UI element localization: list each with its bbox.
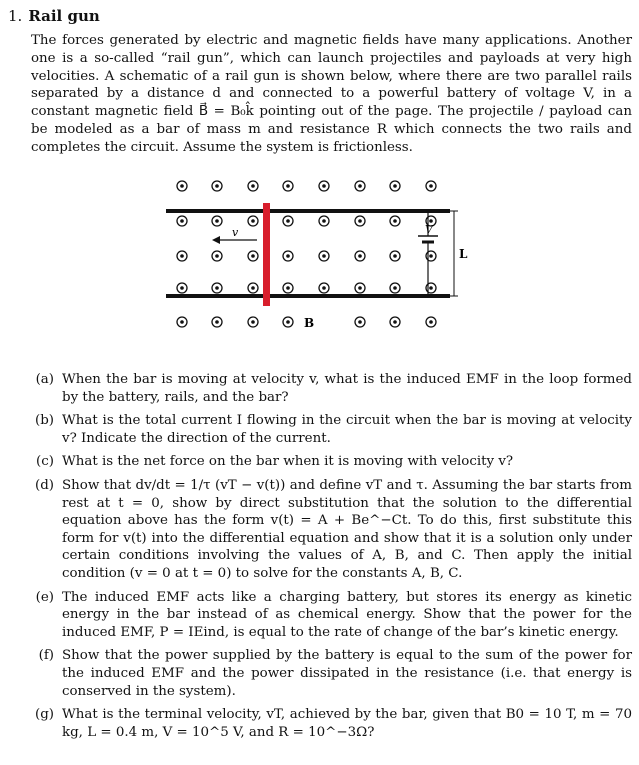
problem-heading xyxy=(8,6,632,26)
part-text: What is the total current I flowing in the circuit when the bar is moving at velocity v? Indicate the direction of the current. xyxy=(62,413,632,446)
field-dot-center xyxy=(286,320,290,324)
field-dot-center xyxy=(322,286,326,290)
problem-intro: The forces generated by electric and magnetic fields have many applications. Another one is a so-called “rail gun”, which can launch projectiles and payloads at very high velocities. A schematic of a rail gun is shown below, where there are two parallel rails separated by a distance d and connected to a powerful battery of voltage V, in a constant magnetic field B⃗ = B₀k̂ pointing out of the page. The projectile / payload can be modeled as a bar of mass m and resistance R which connects the two rails and completes the circuit. Assume the system is frictionless. xyxy=(31,33,632,155)
field-dot-center xyxy=(180,286,184,290)
part-e xyxy=(8,589,632,642)
field-dot-center xyxy=(180,219,184,223)
schematic-svg xyxy=(160,176,490,336)
question-parts xyxy=(8,371,632,747)
part-g xyxy=(8,706,632,741)
field-dot-center xyxy=(215,219,219,223)
field-dot-center xyxy=(393,219,397,223)
part-text: The induced EMF acts like a charging battery, but stores its energy as kinetic energy in the bar instead of as chemical energy. Show that the power for the induced EMF, P = IEind, is equal to the rate of change of the bar’s kinetic energy. xyxy=(62,589,632,640)
part-label: (g) xyxy=(34,707,54,723)
field-dot-center xyxy=(358,320,362,324)
part-label: (f) xyxy=(38,648,54,664)
part-text: When the bar is moving at velocity v, what is the induced EMF in the loop formed by the battery, rails, and the bar? xyxy=(62,372,632,405)
part-f xyxy=(8,647,632,700)
top-rail xyxy=(166,209,450,213)
part-label: (b) xyxy=(34,413,54,429)
part-label: (d) xyxy=(34,477,54,493)
sliding-bar xyxy=(263,203,270,306)
velocity-arrowhead xyxy=(212,236,220,244)
field-dot-center xyxy=(286,184,290,188)
field-dot-center xyxy=(251,320,255,324)
part-label: (a) xyxy=(35,372,54,387)
field-dot-center xyxy=(393,184,397,188)
field-dot-center xyxy=(180,254,184,258)
field-dot-center xyxy=(429,184,433,188)
battery-label: V xyxy=(425,223,433,236)
field-dot-center xyxy=(429,320,433,324)
part-b xyxy=(8,412,632,447)
field-dot-center xyxy=(358,184,362,188)
velocity-label: v xyxy=(232,226,239,239)
part-text: What is the terminal velocity, vT, achieved by the bar, given that B0 = 10 T, m = 70 kg, L = 0.4 m, V = 10^5 V, and R = 10^−3Ω? xyxy=(62,707,632,740)
field-dot-center xyxy=(322,219,326,223)
problem-title: Rail gun xyxy=(28,7,100,25)
bottom-rail xyxy=(166,294,450,298)
field-dot-center xyxy=(286,219,290,223)
field-dot-center xyxy=(393,254,397,258)
field-dot-center xyxy=(215,254,219,258)
part-a xyxy=(8,371,632,406)
field-dot-center xyxy=(251,219,255,223)
field-dot-center xyxy=(358,219,362,223)
field-dot-center xyxy=(286,254,290,258)
part-d xyxy=(8,477,632,583)
field-dot-center xyxy=(251,254,255,258)
field-dot-center xyxy=(286,286,290,290)
part-label: (e) xyxy=(35,589,54,605)
part-text: What is the net force on the bar when it is moving with velocity v? xyxy=(62,454,514,470)
field-dot-center xyxy=(251,286,255,290)
rail-gun-schematic xyxy=(160,176,490,336)
field-dot-center xyxy=(429,286,433,290)
separation-label: L xyxy=(459,247,468,261)
field-dot-center xyxy=(215,184,219,188)
field-dot-center xyxy=(180,320,184,324)
field-dot-center xyxy=(322,254,326,258)
field-dot-center xyxy=(322,184,326,188)
field-dot-center xyxy=(393,286,397,290)
problem-number: 1. xyxy=(8,7,23,25)
field-dot-center xyxy=(215,286,219,290)
field-dot-center xyxy=(358,286,362,290)
problem-1 xyxy=(8,6,632,157)
part-text: Show that dv/dt = 1/τ (vT − v(t)) and define vT and τ. Assuming the bar starts from rest at t = 0, show by direct substitution that the solution to the differential equation above has the form v(t) = A + Be^−Ct. To do this, first substitute this form for v(t) into the differential equation and show that it is a solution only under certain conditions involving the values of A, B, and C. Then apply the initial condition (v = 0 at t = 0) to solve for the constants A, B, C. xyxy=(62,477,632,581)
part-c xyxy=(8,453,632,471)
magnetic-field-dots xyxy=(177,181,436,327)
field-label: B xyxy=(304,316,315,330)
field-dot-center xyxy=(215,320,219,324)
field-dot-center xyxy=(358,254,362,258)
part-text: Show that the power supplied by the battery is equal to the sum of the power for the induced EMF and the power dissipated in the resistance (i.e. that energy is conserved in the system). xyxy=(62,648,632,699)
field-dot-center xyxy=(180,184,184,188)
field-dot-center xyxy=(429,254,433,258)
field-dot-center xyxy=(393,320,397,324)
field-dot-center xyxy=(251,184,255,188)
part-label: (c) xyxy=(36,454,54,470)
